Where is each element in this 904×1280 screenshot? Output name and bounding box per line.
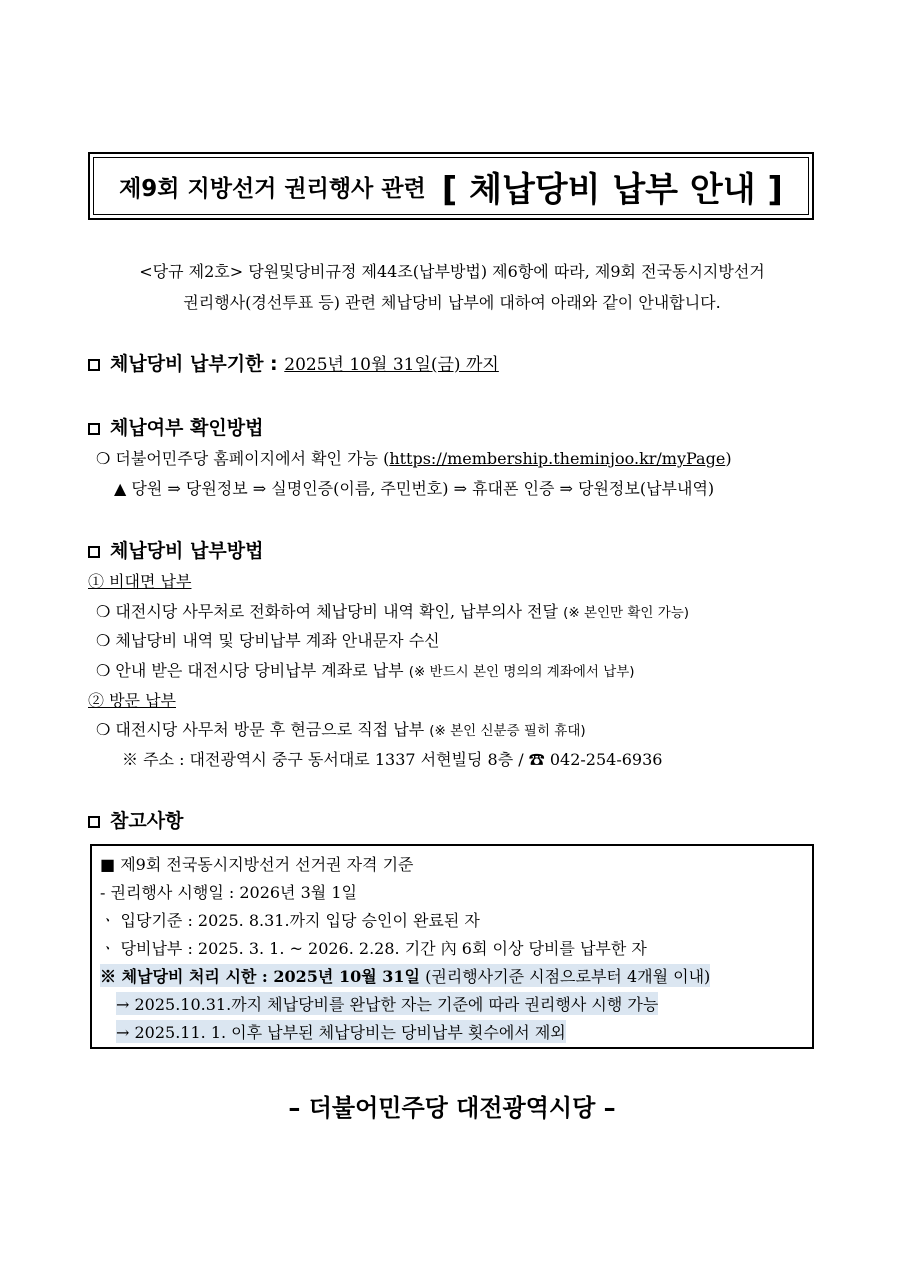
intro-paragraph <box>100 256 804 318</box>
intro-line-2: 권리행사(경선투표 등) 관련 체납당비 납부에 대하여 아래와 같이 안내합니다. <box>183 293 721 312</box>
title-prefix: 제9회 지방선거 권리행사 관련 <box>119 175 426 202</box>
ref-line-join-criteria: ㆍ 입당기준 : 2025. 8.31.까지 입당 승인이 완료된 자 <box>100 911 480 930</box>
reference-heading: 참고사항 <box>110 810 184 832</box>
method-item-2-text: ❍ 체납당비 내역 및 당비납부 계좌 안내문자 수신 <box>96 631 440 650</box>
footer-signature: – 더불어민주당 대전광역시당 – <box>288 1094 616 1122</box>
checkbox-square-icon <box>88 816 100 828</box>
title-main: [ 체납당비 납부 안내 ] <box>441 169 783 210</box>
method-item-1-note: (※ 본인만 확인 가능) <box>563 605 690 621</box>
title-box <box>88 152 814 220</box>
check-path: ▲ 당원 ⇒ 당원정보 ⇒ 실명인증(이름, 주민번호) ⇒ 휴대폰 인증 ⇒ 당원정보(납부내역) <box>114 479 715 498</box>
method-sub-visit: ② 방문 납부 <box>88 691 176 710</box>
membership-link[interactable]: https://membership.theminjoo.kr/myPage <box>389 449 726 468</box>
ref-line-criteria: ■ 제9회 전국동시지방선거 선거권 자격 기준 <box>100 855 414 874</box>
check-section-heading <box>88 413 263 440</box>
method-section-heading <box>88 536 263 563</box>
checkbox-square-icon <box>88 546 100 558</box>
office-address: ※ 주소 : 대전광역시 중구 동서대로 1337 서현빌딩 8층 / ☎ 042-254-6936 <box>122 750 663 769</box>
reference-section-heading <box>88 806 183 833</box>
checkbox-square-icon <box>88 423 100 435</box>
ref-line-effective-date: - 권리행사 시행일 : 2026년 3월 1일 <box>100 883 357 902</box>
method-sub-nonface: ① 비대면 납부 <box>88 572 192 591</box>
ref-deadline-rest: (권리행사기준 시점으로부터 4개월 이내) <box>419 967 711 986</box>
title-inner-frame <box>93 157 809 215</box>
check-item-suffix: ) <box>725 449 732 468</box>
method-item-3-text: ❍ 안내 받은 대전시당 당비납부 계좌로 납부 <box>96 661 409 680</box>
checkbox-square-icon <box>88 359 100 371</box>
intro-line-1: <당규 제2호> 당원및당비규정 제44조(납부방법) 제6항에 따라, 제9회 전국동시지방선거 <box>139 262 765 281</box>
ref-line-arrow-1: → 2025.10.31.까지 체납당비를 완납한 자는 기준에 따라 권리행사 시행 가능 <box>116 992 658 1015</box>
method-item-2 <box>96 628 440 651</box>
ref-line-dues-criteria: ㆍ 당비납부 : 2025. 3. 1. ~ 2026. 2.28. 기간 內 6회 이상 당비를 납부한 자 <box>100 939 647 958</box>
method-visit-item <box>96 717 586 740</box>
method-heading: 체납당비 납부방법 <box>110 540 264 562</box>
method-item-1 <box>96 599 689 622</box>
reference-box <box>90 844 814 1049</box>
ref-deadline-bold: ※ 체납당비 처리 시한 : 2025년 10월 31일 <box>100 967 420 986</box>
check-item-text: ❍ 더불어민주당 홈페이지에서 확인 가능 ( <box>96 449 390 468</box>
method-visit-note: (※ 본인 신분증 필히 휴대) <box>429 723 586 739</box>
ref-line-arrow-2: → 2025.11. 1. 이후 납부된 체납당비는 당비납부 횟수에서 제외 <box>116 1020 566 1043</box>
deadline-section <box>88 349 499 376</box>
method-item-3-note: (※ 반드시 본인 명의의 계좌에서 납부) <box>408 664 635 680</box>
ref-line-deadline <box>100 964 710 987</box>
method-item-1-text: ❍ 대전시당 사무처로 전화하여 체납당비 내역 확인, 납부의사 전달 <box>96 602 564 621</box>
check-item-homepage <box>96 446 732 469</box>
method-item-3 <box>96 658 635 681</box>
deadline-date: 2025년 10월 31일(금) 까지 <box>284 355 499 375</box>
check-heading: 체납여부 확인방법 <box>110 417 264 439</box>
deadline-label: 체납당비 납부기한 : <box>110 353 285 375</box>
method-visit-text: ❍ 대전시당 사무처 방문 후 현금으로 직접 납부 <box>96 720 430 739</box>
